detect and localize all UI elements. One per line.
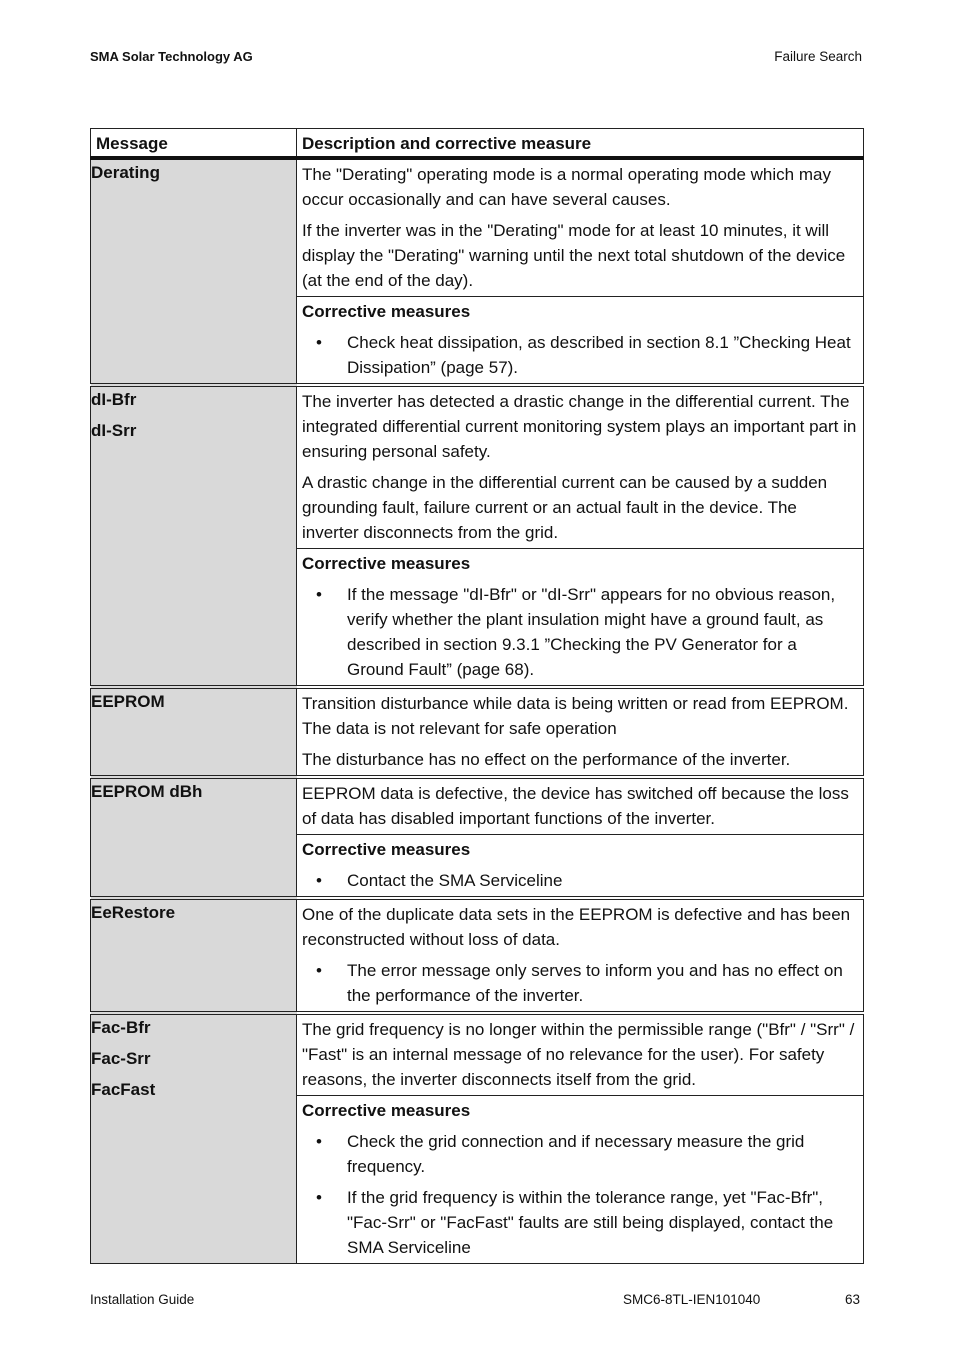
description-paragraph: EEPROM data is defective, the device has switched off because the loss of data has disabled important functions of the inverter. (302, 784, 849, 828)
failure-message-table (90, 128, 864, 1264)
message-cell (91, 777, 297, 898)
footer-doc-code: SMC6-8TL-IEN101040 (623, 1292, 761, 1307)
bullet-item: • If the grid frequency is within the tolerance range, yet "Fac-Bfr", "Fac-Srr" or "FacFast" faults are still being displayed, contact the SMA Serviceline (302, 1185, 858, 1260)
message-cell (91, 158, 297, 385)
table-row (91, 777, 864, 898)
description-block (297, 900, 863, 1011)
message-code: FacFast (91, 1080, 156, 1099)
description-paragraph: The disturbance has no effect on the performance of the inverter. (302, 750, 791, 769)
corrective-measures-block (297, 296, 863, 383)
description-cell (297, 158, 864, 385)
bullet-item: • Check heat dissipation, as described in section 8.1 ”Checking Heat Dissipation” (page 57). (302, 330, 858, 380)
corrective-measures-title: Corrective measures (302, 554, 471, 573)
description-paragraph: One of the duplicate data sets in the EEPROM is defective and has been reconstructed without loss of data. (302, 905, 851, 949)
table-row (91, 385, 864, 687)
message-code: Fac-Bfr (91, 1018, 151, 1037)
bullet-list (302, 868, 858, 893)
description-cell (297, 1013, 864, 1264)
message-code: Derating (91, 163, 160, 182)
bullet-item: • The error message only serves to inform you and has no effect on the performance of the inverter. (302, 958, 858, 1008)
description-paragraph: If the inverter was in the "Derating" mode for at least 10 minutes, it will display the "Derating" warning until the next total shutdown of the device (at the end of the day). (302, 221, 846, 290)
description-cell (297, 687, 864, 777)
message-code: dI-Srr (91, 421, 137, 440)
description-paragraph: The grid frequency is no longer within the permissible range ("Bfr" / "Srr" / "Fast" is an internal message of no relevance for the user). For safety reasons, the inverter disconnects itself from the grid. (302, 1020, 855, 1089)
description-cell (297, 385, 864, 687)
table-header-row (91, 129, 864, 159)
header-section: Failure Search (774, 49, 862, 64)
corrective-measures-title: Corrective measures (302, 840, 471, 859)
description-block (297, 779, 863, 834)
message-cell (91, 385, 297, 687)
description-paragraph: The inverter has detected a drastic change in the differential current. The integrated differential current monitoring system plays an important part in ensuring personal safety. (302, 392, 857, 461)
bullet-item: • If the message "dI-Bfr" or "dI-Srr" appears for no obvious reason, verify whether the plant insulation might have a ground fault, as described in section 9.3.1 ”Checking the PV Generator for a Ground Fault” (page 68). (302, 582, 858, 682)
message-code: EeRestore (91, 903, 176, 922)
bullet-item: • Check the grid connection and if necessary measure the grid frequency. (302, 1129, 858, 1179)
description-block (297, 689, 863, 775)
message-code: EEPROM (91, 692, 165, 711)
corrective-measures-block (297, 834, 863, 896)
corrective-measures-block (297, 1095, 863, 1263)
corrective-measures-title: Corrective measures (302, 302, 471, 321)
message-code: EEPROM dBh (91, 782, 203, 801)
bullet-item: • Contact the SMA Serviceline (302, 868, 858, 893)
bullet-list (302, 330, 858, 380)
corrective-measures-title: Corrective measures (302, 1101, 471, 1120)
table-row (91, 1013, 864, 1264)
description-block (297, 1015, 863, 1095)
table-row (91, 687, 864, 777)
footer-doc-title: Installation Guide (90, 1292, 195, 1307)
description-paragraph: A drastic change in the differential current can be caused by a sudden grounding fault, failure current or an actual fault in the device. The inverter disconnects from the grid. (302, 473, 828, 542)
message-code: dI-Bfr (91, 390, 137, 409)
message-cell (91, 1013, 297, 1264)
bullet-list (302, 958, 858, 1008)
column-header-description: Description and corrective measure (297, 129, 864, 159)
column-header-message: Message (91, 129, 297, 159)
corrective-measures-block (297, 548, 863, 685)
description-paragraph: Transition disturbance while data is being written or read from EEPROM. The data is not relevant for safe operation (302, 694, 849, 738)
message-cell (91, 687, 297, 777)
table-row (91, 898, 864, 1013)
message-cell (91, 898, 297, 1013)
bullet-list (302, 582, 858, 682)
page-number: 63 (845, 1292, 861, 1307)
message-code: Fac-Srr (91, 1049, 151, 1068)
description-cell (297, 777, 864, 898)
description-block (297, 160, 863, 296)
table-body (91, 158, 864, 1264)
description-block (297, 387, 863, 548)
table-row (91, 158, 864, 385)
bullet-list (302, 1129, 858, 1260)
header-company: SMA Solar Technology AG (90, 49, 253, 64)
description-cell (297, 898, 864, 1013)
description-paragraph: The "Derating" operating mode is a normal operating mode which may occur occasionally and can have several causes. (302, 165, 831, 209)
